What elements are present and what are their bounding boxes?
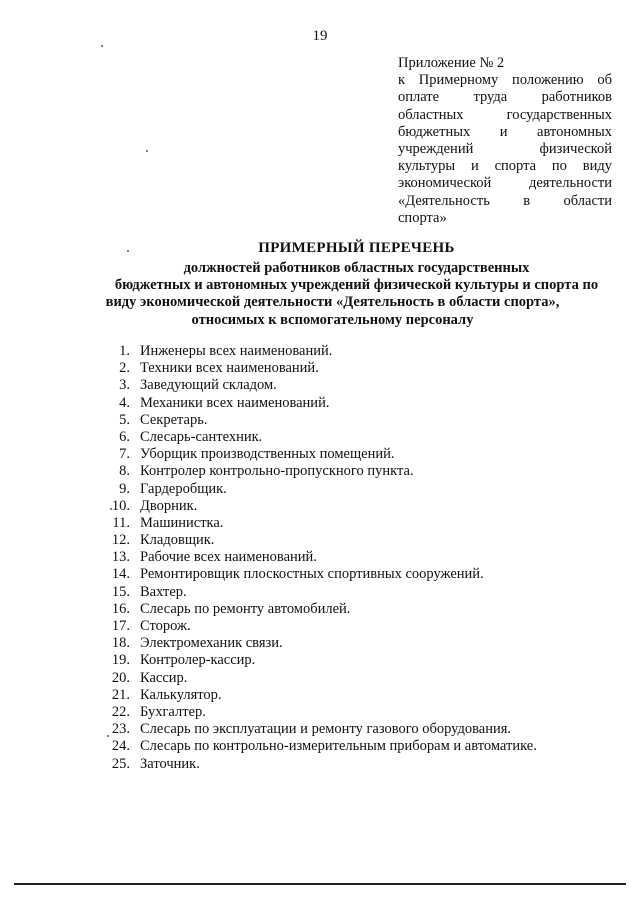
positions-list <box>0 343 640 773</box>
list-item <box>0 549 640 566</box>
appendix-line: экономической деятельности <box>398 175 612 192</box>
list-item <box>0 738 640 755</box>
list-item-number: 1. <box>119 343 130 359</box>
list-item-number: 15. <box>111 583 130 600</box>
list-item <box>0 446 640 463</box>
list-item-text: Уборщик производственных помещений. <box>140 446 395 463</box>
scan-speck <box>146 150 148 152</box>
list-item-number: 4. <box>119 394 130 411</box>
appendix-line: оплате труда работников <box>398 89 612 106</box>
list-item-text: Контролер-кассир. <box>140 652 256 669</box>
list-item <box>0 515 640 532</box>
list-item-text: Слесарь по ремонту автомобилей. <box>140 600 351 617</box>
list-item-number: 19. <box>111 652 130 669</box>
list-item-number: 2. <box>119 360 130 377</box>
document-subtitle-line: должностей работников областных государственных <box>183 260 530 276</box>
list-item <box>0 412 640 429</box>
list-item-number: 23. <box>111 721 130 738</box>
scan-speck <box>127 250 129 252</box>
list-item <box>0 360 640 377</box>
list-item <box>0 584 640 601</box>
scan-speck <box>107 735 109 737</box>
list-item-number: 17. <box>111 618 130 634</box>
list-item <box>0 756 640 773</box>
list-item-text: Слесарь-сантехник. <box>140 428 263 445</box>
list-item <box>0 687 640 704</box>
list-item-number: 25. <box>111 755 130 772</box>
list-item-text: Заточник. <box>140 755 200 772</box>
appendix-line: «Деятельность в области <box>398 192 612 209</box>
appendix-line: спорта» <box>398 209 447 226</box>
list-item-text: Вахтер. <box>140 583 187 600</box>
appendix-note <box>398 55 612 227</box>
list-item-number: 3. <box>119 377 130 394</box>
list-item <box>0 721 640 738</box>
list-item-number: 12. <box>111 532 130 549</box>
appendix-line: к Примерному положению об <box>398 72 612 89</box>
list-item <box>0 532 640 549</box>
list-item-number: 5. <box>119 411 130 428</box>
list-item-number: 9. <box>119 480 130 497</box>
document-subtitle-line: бюджетных и автономных учреждений физической культуры и спорта по <box>114 277 599 293</box>
list-item-text: Слесарь по контрольно-измерительным приборам и автоматике. <box>140 738 537 755</box>
bottom-rule <box>14 883 626 885</box>
appendix-line: Приложение № 2 <box>398 55 505 71</box>
list-item-number: 21. <box>111 686 130 703</box>
list-item-number: 10. <box>111 497 130 514</box>
list-item-text: Контролер контрольно-пропускного пункта. <box>140 463 414 480</box>
list-item <box>0 601 640 618</box>
list-item-number: 24. <box>111 738 130 755</box>
scan-speck <box>110 508 112 510</box>
list-item-number: 14. <box>111 566 130 583</box>
page-number: 19 <box>312 28 328 44</box>
list-item-number: 6. <box>119 428 130 445</box>
list-item-text: Инженеры всех наименований. <box>140 343 333 359</box>
list-item-text: Техники всех наименований. <box>140 360 319 377</box>
list-item-text: Механики всех наименований. <box>140 394 330 411</box>
list-item-number: 20. <box>111 669 130 686</box>
list-item-text: Кассир. <box>140 669 188 686</box>
list-item-text: Машинистка. <box>140 514 224 531</box>
list-item-number: 8. <box>119 463 130 480</box>
list-item-text: Гардеробщик. <box>140 480 227 497</box>
list-item-number: 13. <box>111 549 130 566</box>
list-item <box>0 377 640 394</box>
list-item <box>0 618 640 635</box>
appendix-line: бюджетных и автономных <box>398 123 612 140</box>
list-item-text: Заведующий складом. <box>140 377 277 394</box>
list-item <box>0 343 640 360</box>
list-item-text: Секретарь. <box>140 411 208 428</box>
list-item <box>0 429 640 446</box>
list-item <box>0 463 640 480</box>
list-item <box>0 704 640 721</box>
list-item-text: Бухгалтер. <box>140 703 206 720</box>
list-item <box>0 635 640 652</box>
list-item <box>0 670 640 687</box>
list-item-number: 18. <box>111 635 130 652</box>
list-item <box>0 481 640 498</box>
list-item-number: 7. <box>119 446 130 463</box>
list-item-text: Калькулятор. <box>140 686 222 703</box>
appendix-line: областных государственных <box>398 106 612 123</box>
document-title: ПРИМЕРНЫЙ ПЕРЕЧЕНЬ <box>258 240 455 256</box>
appendix-line: культуры и спорта по виду <box>398 158 612 175</box>
list-item-text: Электромеханик связи. <box>140 635 283 652</box>
list-item <box>0 498 640 515</box>
list-item-number: 22. <box>111 703 130 720</box>
list-item-text: Слесарь по эксплуатации и ремонту газового оборудования. <box>140 721 512 738</box>
document-subtitle-line: относимых к вспомогательному персоналу <box>191 312 474 328</box>
list-item-number: 11. <box>112 514 130 531</box>
list-item-text: Ремонтировщик плоскостных спортивных сооружений. <box>140 566 484 583</box>
appendix-line: учреждений физической <box>398 141 612 158</box>
scan-speck <box>101 45 103 47</box>
list-item <box>0 395 640 412</box>
document-subtitle-line: виду экономической деятельности «Деятельность в области спорта», <box>105 294 560 310</box>
list-item <box>0 566 640 583</box>
list-item-number: 16. <box>111 600 130 617</box>
list-item-text: Сторож. <box>140 618 191 634</box>
list-item-text: Рабочие всех наименований. <box>140 549 317 566</box>
list-item-text: Кладовщик. <box>140 532 215 549</box>
list-item <box>0 652 640 669</box>
list-item-text: Дворник. <box>140 497 198 514</box>
